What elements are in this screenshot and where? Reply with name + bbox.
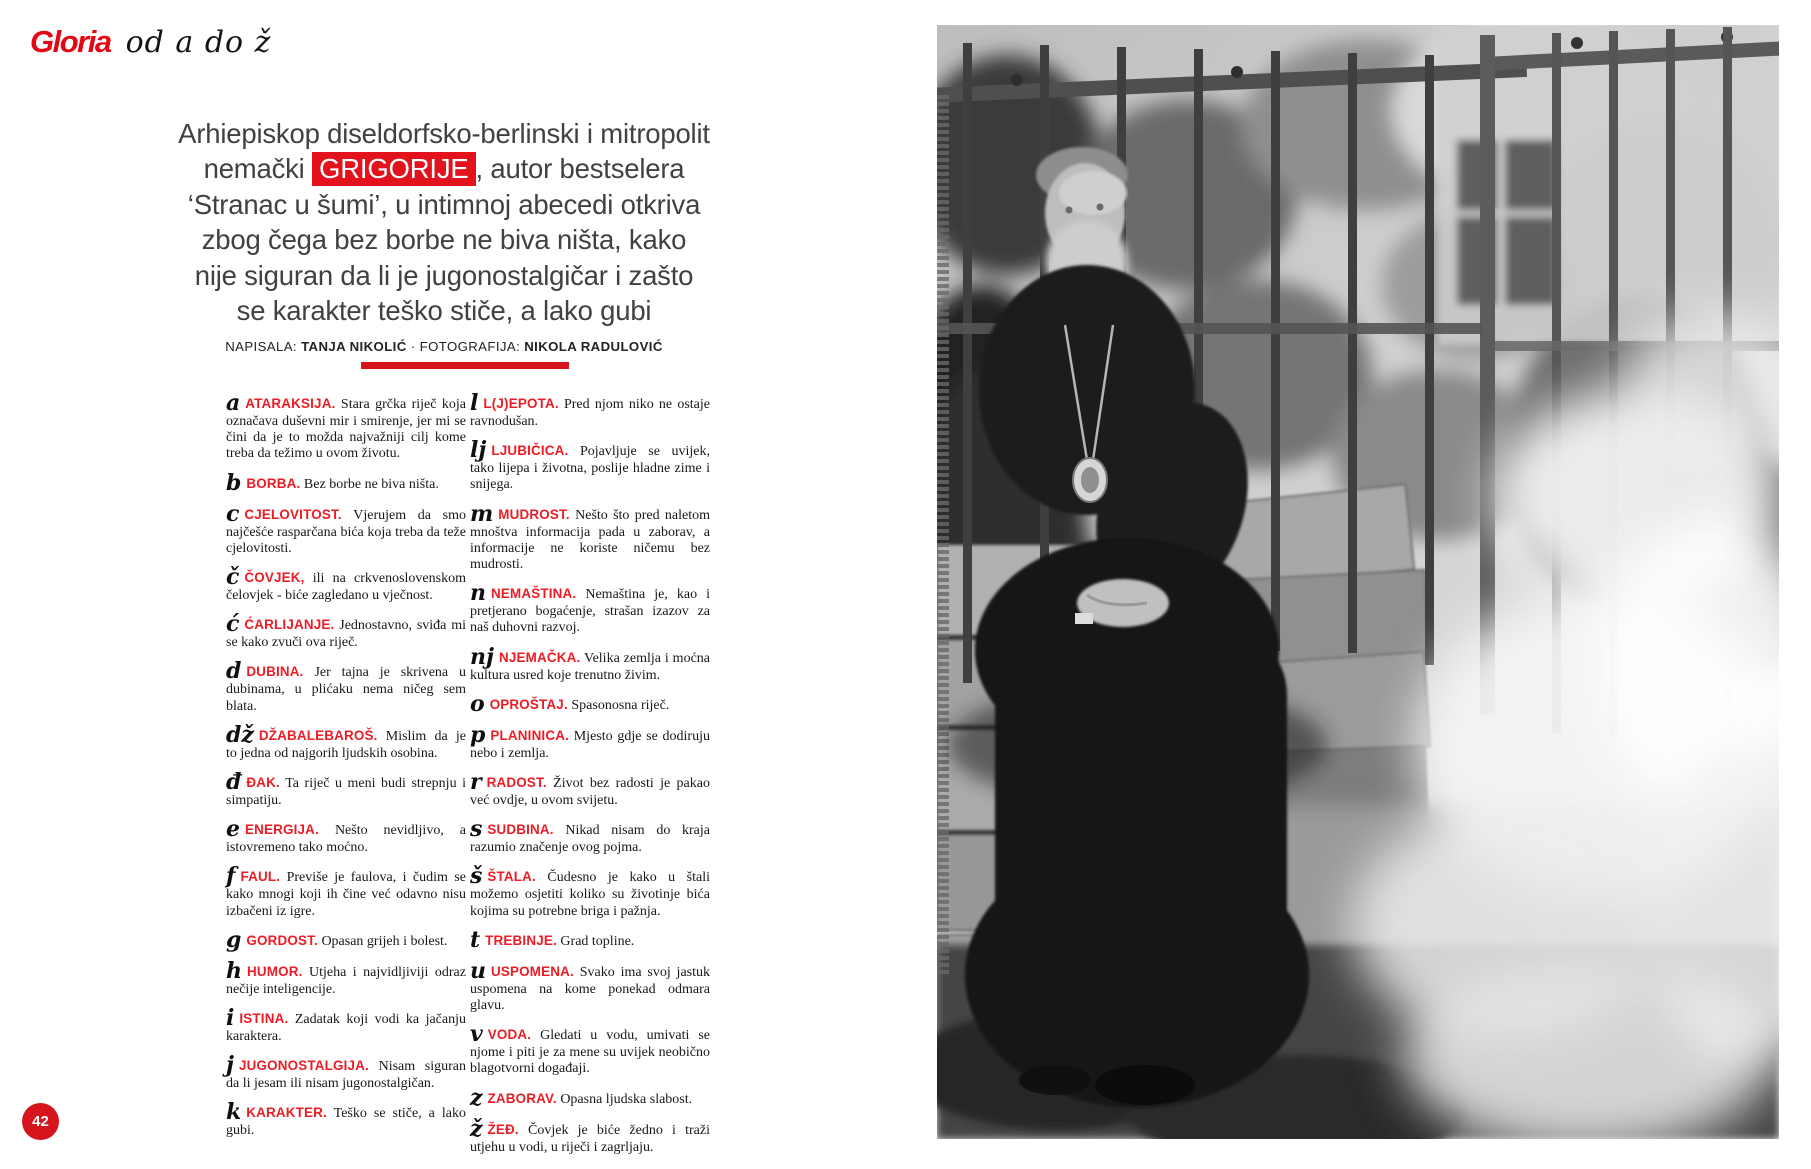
entry-text: Mjesto gdje se dodiruju nebo i zemlja. (470, 728, 710, 761)
entry-text: Zadatak koji vodi ka jačanju karaktera. (226, 1012, 466, 1045)
entry-term: ATARAKSIJA. (245, 396, 336, 411)
entry-letter: a (226, 390, 241, 416)
entry-term: ENERGIJA. (245, 822, 319, 838)
section-title: od a do ž (125, 25, 272, 60)
entry-letter: s (470, 816, 483, 843)
entry-term: BORBA. (246, 475, 301, 491)
entry-letter: nj (470, 643, 494, 670)
entry-š (470, 865, 710, 919)
entry-letter: v (470, 1021, 483, 1048)
byline-photographer: NIKOLA RADULOVIĆ (524, 339, 663, 354)
entry-nj (470, 643, 710, 684)
photo-illustration (937, 25, 1779, 1139)
entry-term: ŠTALA. (487, 869, 536, 885)
byline-written-label: NAPISALA: (225, 339, 297, 354)
entry-letter: j (226, 1052, 234, 1079)
gloria-logo: Gloria (30, 24, 111, 59)
entry-text: Stara grčka riječ koja označava duševni mir i smirenje, jer mi se čini da je to možda najvažniji cilj kome treba da težimo u ovom životu. (226, 397, 466, 462)
entry-letter: lj (470, 437, 487, 464)
byline-writer: TANJA NIKOLIĆ (301, 339, 407, 354)
entry-text: Gledati u vodu, umivati se njome i piti je za mene su uvijek neobično blagotvorni događaji. (470, 1028, 710, 1077)
entry-letter: e (226, 816, 240, 843)
entry-term: ĐAK. (246, 775, 280, 791)
alphabet-columns (226, 392, 710, 1165)
entry-letter: g (226, 926, 242, 953)
entry-j (226, 1054, 466, 1092)
headline (168, 116, 720, 328)
entry-letter: o (470, 690, 485, 717)
shoe (1095, 1065, 1195, 1105)
entry-term: NJEMAČKA. (498, 649, 581, 665)
byline (168, 339, 720, 354)
entry-text: Pojavljuje se uvijek, tako lijepa i životna, poslije hladne zime i snijega. (470, 444, 710, 493)
page-number-badge (22, 1103, 59, 1140)
entry-text: Opasna ljudska slabost. (556, 1091, 693, 1107)
entry-r (470, 771, 710, 809)
entries-column-right (470, 392, 710, 1165)
entry-text: Čovjek je biće žedno i traži utjehu u vodi, u riječi i zagrljaju. (470, 1122, 710, 1155)
headline-line: Arhiepiskop diseldorfsko-berlinski i mitropolit (178, 118, 710, 149)
entry-text: Velika zemlja i moćna kultura usred koje trenutno živim. (470, 650, 710, 683)
entry-letter: z (470, 1084, 483, 1111)
entry-letter: č (226, 564, 240, 591)
entry-term: TREBINJE. (485, 932, 557, 948)
entry-e (226, 818, 466, 856)
entry-text: Nešto nevidljivo, a istovremeno tako moćno. (226, 823, 466, 856)
entry-letter: ž (470, 1115, 483, 1142)
entry-text: Pred njom niko ne ostaje ravnodušan. (470, 397, 710, 429)
entry-term: NEMAŠTINA. (491, 586, 577, 602)
entry-letter: m (470, 500, 494, 527)
masthead (30, 24, 271, 60)
headline-line: se karakter teško stiče, a lako gubi (236, 295, 652, 327)
entry-m (470, 500, 710, 574)
entry-term: CJELOVITOST. (244, 506, 342, 522)
entry-text: Nešto što pred naletom mnoštva informacija pada u zaborav, a informacije ne koriste ničemu bez mudrosti. (470, 507, 710, 573)
entry-term: ŽEĐ. (487, 1121, 519, 1137)
entry-h (226, 957, 466, 998)
entry-s (470, 818, 710, 856)
entry-ć (226, 613, 466, 651)
byline-photo-label: FOTOGRAFIJA: (419, 339, 521, 354)
entry-term: PLANINICA. (490, 727, 570, 743)
entry-term: GORDOST. (246, 932, 318, 948)
entry-g (226, 926, 466, 953)
entry-text: Ta riječ u meni budi strepnju i simpatiju. (226, 776, 466, 809)
headline-highlight-grigorije: GRIGORIJE (312, 152, 475, 186)
entry-term: VODA. (487, 1027, 532, 1043)
entry-letter: đ (226, 769, 242, 796)
entry-term: OPROŠTAJ. (489, 696, 568, 712)
entry-term: FAUL. (240, 869, 281, 885)
entry-dž (226, 721, 466, 762)
entry-letter: n (470, 580, 486, 607)
entry-text: Svako ima svoj jastuk uspomena na kome ponekad odmara glavu. (470, 964, 710, 1014)
entry-letter: r (470, 769, 482, 796)
entry-letter: c (226, 500, 240, 527)
entry-term: SUDBINA. (487, 822, 554, 838)
entry-text: Opasan grijeh i bolest. (317, 933, 448, 949)
entry-term: L(J)EPOTA. (483, 396, 559, 411)
entry-letter: dž (226, 721, 254, 748)
entry-letter: b (226, 469, 242, 496)
entry-letter: h (226, 957, 242, 984)
entry-letter: l (470, 390, 479, 416)
entry-text: Utjeha i najvidljiviji odraz nečije inteligencije. (226, 964, 466, 997)
entry-letter: k (226, 1099, 242, 1126)
entry-term: JUGONOSTALGIJA. (238, 1058, 369, 1074)
headline-line: nemački GRIGORIJE , autor bestselera (203, 153, 685, 185)
photo-bishop-portrait (937, 25, 1779, 1139)
entry-text: Spasonosna riječ. (567, 697, 670, 713)
entry-text: Grad topline. (556, 933, 635, 949)
byline-separator: · (410, 339, 416, 354)
entry-č (226, 566, 466, 604)
entry-text: Mislim da je to jedna od najgorih ljudskih osobina. (226, 728, 466, 761)
entry-z (470, 1084, 710, 1111)
entry-term: USPOMENA. (491, 963, 574, 979)
entry-letter: š (470, 863, 483, 890)
entry-text: Čudesno je kako u štali možemo osjetiti koliko su životinje bića kojima su potrebne briga i pažnja. (470, 870, 710, 919)
entry-i (226, 1007, 466, 1045)
entry-text: Život bez radosti je pakao već ovdje, u ovom svijetu. (470, 776, 710, 809)
entry-term: HUMOR. (247, 963, 303, 979)
entry-f (226, 865, 466, 919)
entries-column-left (226, 392, 466, 1165)
entry-u (470, 957, 710, 1014)
entry-letter: ć (226, 611, 240, 638)
entry-term: ISTINA. (239, 1011, 289, 1027)
entry-term: ČOVJEK, (244, 570, 305, 586)
entry-l (470, 392, 710, 430)
entry-letter: i (226, 1005, 235, 1032)
entry-term: DUBINA. (246, 664, 304, 680)
entry-term: KARAKTER. (246, 1105, 327, 1121)
entry-term: RADOST. (486, 775, 547, 791)
entry-text: Nisam siguran da li jesam ili nisam jugonostalgičan. (226, 1059, 466, 1092)
red-rule (361, 362, 569, 369)
entry-term: ĆARLIJANJE. (244, 617, 335, 633)
entry-letter: t (470, 926, 481, 953)
headline-line: ‘Stranac u šumi’, u intimnoj abecedi otkriva (187, 188, 701, 220)
entry-k (226, 1101, 466, 1139)
entry-text: ili na crkvenoslovenskom čelovjek - biće zagledano u vječnost. (226, 571, 466, 604)
entry-a (226, 392, 466, 463)
entry-text: Teško se stiče, a lako gubi. (226, 1106, 466, 1139)
entry-text: Jer tajna je skrivena u dubinama, u plićaku nema ničeg sem blata. (226, 665, 466, 714)
entry-term: ZABORAV. (487, 1090, 557, 1106)
entry-term: DŽABALEBAROŠ. (258, 727, 378, 743)
entry-text: Nikad nisam do kraja razumio značenje ovog pojma. (470, 823, 710, 856)
headline-line: nije siguran da li je jugonostalgičar i zašto (194, 259, 694, 291)
entry-text: Vjerujem da smo najčešće rasparčana bića koja treba da teže cjelovitosti. (226, 507, 466, 556)
entry-term: MUDROST. (498, 506, 570, 522)
entry-text: Bez borbe ne biva ništa. (300, 476, 439, 492)
entry-text: Jednostavno, sviđa mi se kako zvuči ova riječ. (226, 618, 466, 651)
entry-term: LJUBIČICA. (491, 443, 569, 459)
entry-letter: d (226, 658, 242, 685)
entry-c (226, 500, 466, 557)
entry-n (470, 582, 710, 636)
entry-lj (470, 439, 710, 493)
entry-ž (470, 1115, 710, 1156)
entry-đ (226, 771, 466, 809)
entry-t (470, 926, 710, 953)
page-number: 42 (32, 1113, 49, 1130)
entry-text: Nemaština je, kao i pretjerano bogaćenje, strašan izazov za naš duhovni razvoj. (470, 587, 710, 636)
entry-v (470, 1023, 710, 1077)
entry-text: Previše je faulova, i čudim se kako mnogi koji ih čine već odavno nisu izbačeni iz igre. (226, 870, 466, 919)
entry-o (470, 690, 710, 717)
entry-d (226, 660, 466, 714)
entry-letter: p (470, 721, 486, 748)
headline-line: zbog čega bez borbe ne biva ništa, kako (201, 224, 687, 256)
entry-letter: u (470, 957, 486, 984)
entry-b (226, 469, 466, 496)
entry-p (470, 721, 710, 762)
entry-letter: f (226, 863, 236, 890)
